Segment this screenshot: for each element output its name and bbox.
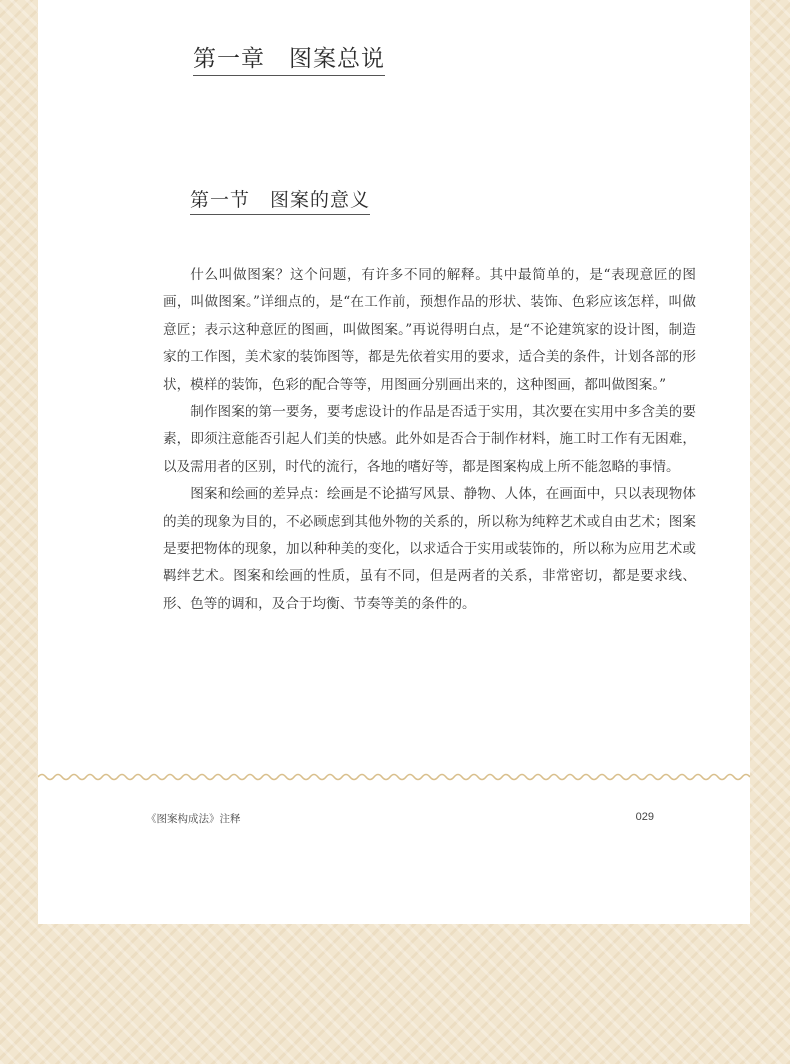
page-number: 029 (635, 811, 654, 823)
paragraph: 制作图案的第一要务，要考虑设计的作品是否适于实用，其次要在实用中多含美的要素，即须注意能否引起人们美的快感。此外如是否合于制作材料，施工时工作有无困难，以及需用者的区别，时代的流行，各地的嗜好等，都是图案构成上所不能忽略的事情。 (163, 404, 696, 475)
footer-book-title: 《图案构成法》注释 (146, 813, 241, 825)
book-page (38, 0, 750, 924)
section-title: 第一节 图案的意义 (190, 185, 370, 215)
body-text (163, 262, 696, 618)
paragraph: 什么叫做图案？这个问题，有许多不同的解释。其中最简单的，是“表现意匠的图画，叫做图案。”详细点的，是“在工作前，预想作品的形状、装饰、色彩应该怎样，叫做意匠；表示这种意匠的图画，叫做图案。”再说得明白点，是“不论建筑家的设计图，制造家的工作图，美术家的装饰图等，都是先依着实用的要求，适合美的条件，计划各部的形状，模样的装饰，色彩的配合等等，用图画分别画出来的，这种图画，都叫做图案。” (163, 267, 696, 393)
wave-divider (38, 771, 750, 783)
chapter-title: 第一章 图案总说 (193, 40, 385, 76)
paragraph: 图案和绘画的差异点：绘画是不论描写风景、静物、人体，在画面中，只以表现物体的美的现象为目的，不必顾虑到其他外物的关系的，所以称为纯粹艺术或自由艺术；图案是要把物体的现象，加以种种美的变化，以求适合于实用或装饰的，所以称为应用艺术或羁绊艺术。图案和绘画的性质，虽有不同，但是两者的关系，非常密切，都是要求线、形、色等的调和，及合于均衡、节奏等美的条件的。 (163, 486, 696, 612)
